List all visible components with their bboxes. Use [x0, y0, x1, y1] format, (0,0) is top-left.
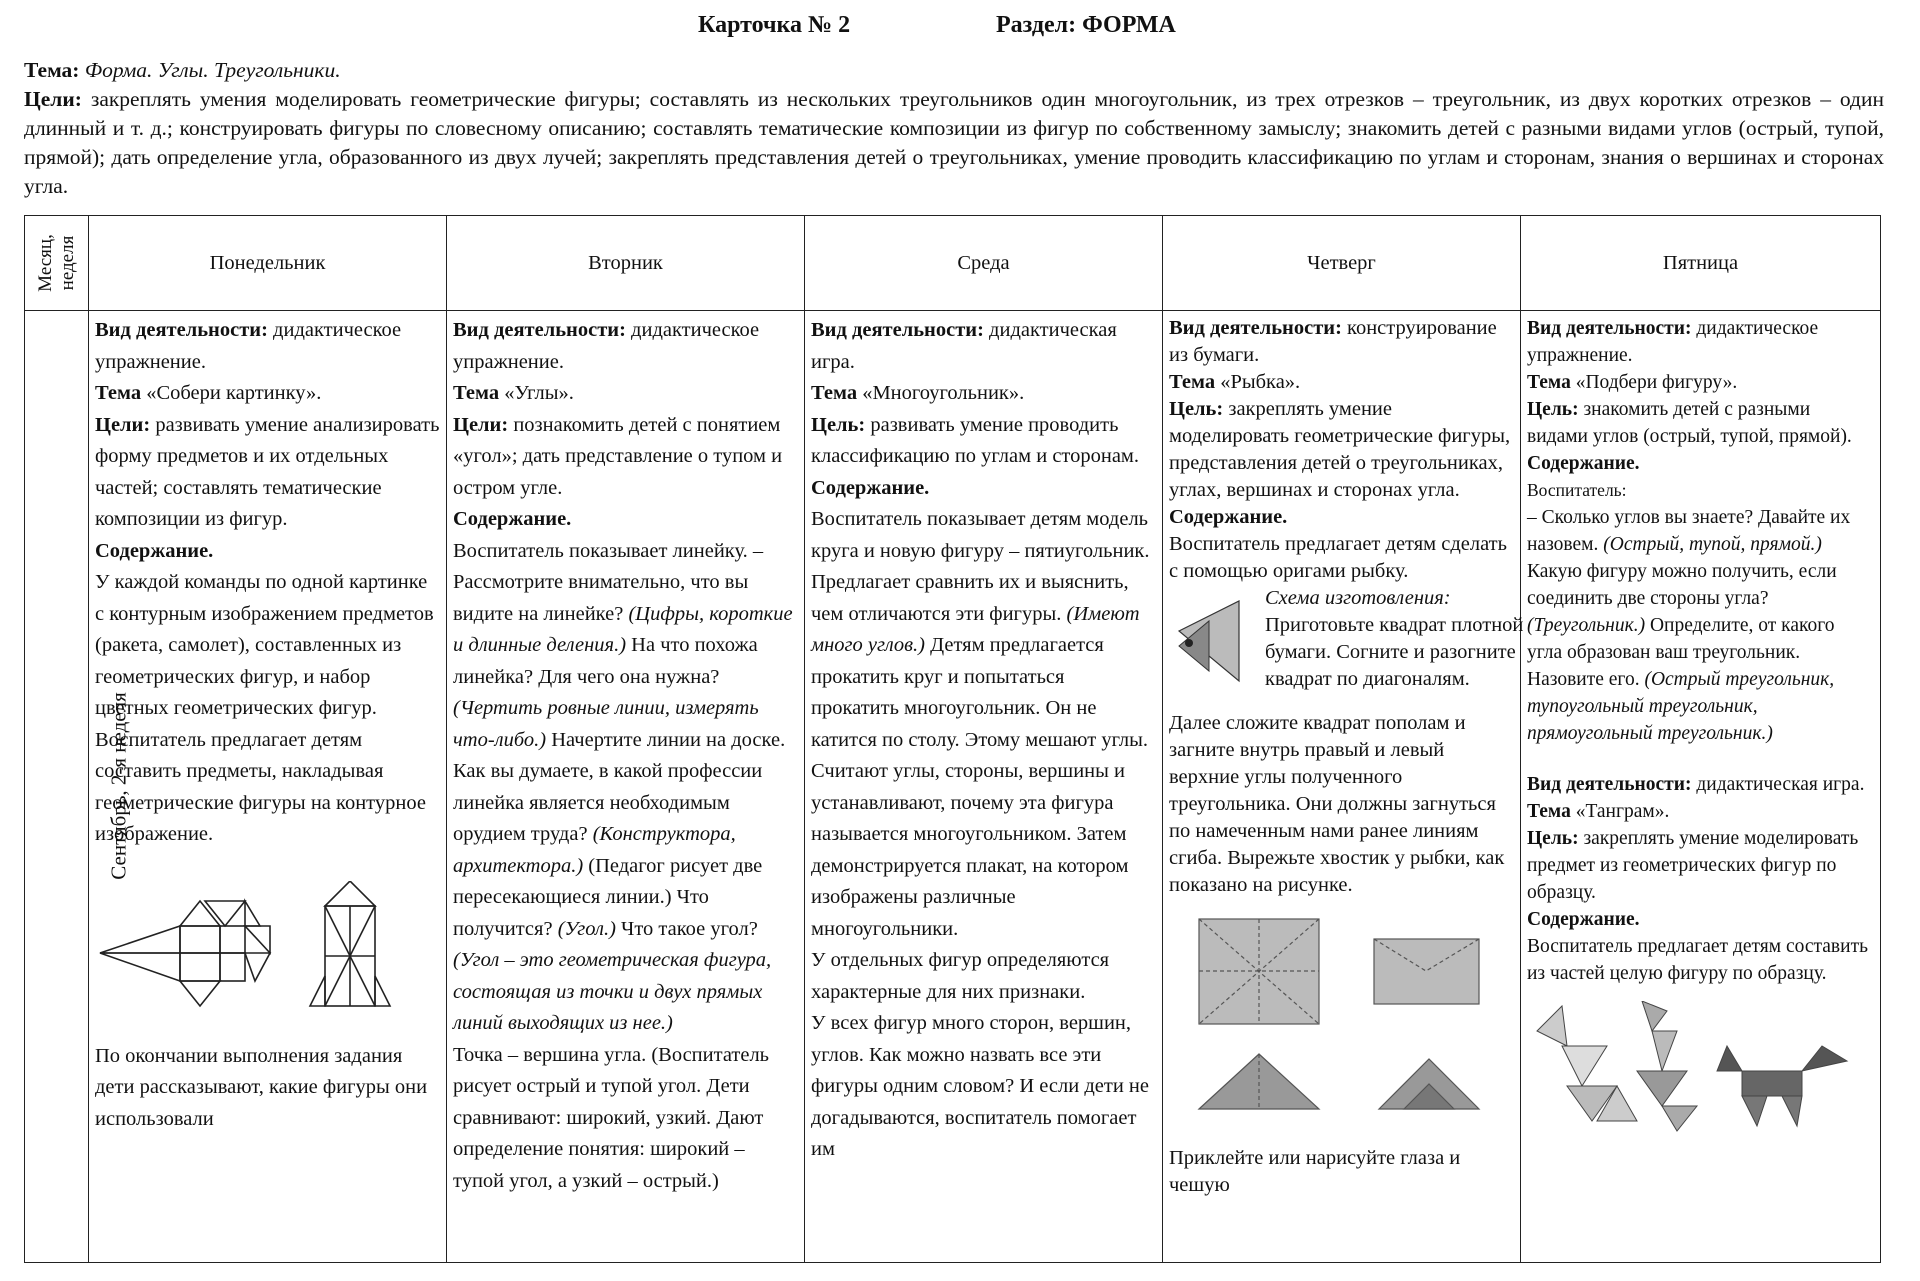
wednesday-cell: Вид деятельности: дидактическая игра. Тема «Многоугольник». Цель: развивать умение проводить классификацию по углам и сторонам. Содержание. Воспитатель показывает детям модель круга и новую фигуру – пятиугольник. Предлагает сравнить их и выяснить, чем отличаются эти фигуры. (Имеют много углов.) Детям предлагается прокатить круг и попытаться прокатить многоугольник. Он не катится по столу. Этому мешают углы. Считают углы, стороны, вершины и устанавливают, почему эта фигура называется многоугольником. Затем демонстрируется плакат, на котором изображены различные многоугольники. У отдельных фигур определяются характерные для них признаки. У всех фигур много сторон, вершин, углов. Как можно назвать все эти фигуры одним словом? И если дети не догадываются, воспитатель помогает им — [805, 311, 1163, 1263]
day-header-tuesday: Вторник — [447, 216, 805, 311]
table-row — [25, 311, 1881, 1263]
card-number: Карточка № 2 — [698, 12, 851, 38]
rocket-plane-figure — [95, 881, 435, 1031]
tuesday-cell: Вид деятельности: дидактическое упражнение. Тема «Углы». Цели: познакомить детей с понятием «угол»; дать представление о тупом и остром угле. Содержание. Воспитатель показывает линейку. – Рассмотрите внимательно, что вы видите на линейке? (Цифры, короткие и длинные деления.) На что похожа линейка? Для чего она нужна? (Чертить ровные линии, измерять что-либо.) Начертите линии на доске. Как вы думаете, в какой профессии линейка является необходимым орудием труда? (Конструктора, архитектора.) (Педагог рисует две пересекающиеся линии.) Что получится? (Угол.) Что такое угол? (Угол – это геометрическая фигура, состоящая из точки и двух прямых линий выходящих из нее.) Точка – вершина угла. (Воспитатель рисует острый и тупой угол. Дети сравнивают: широкий, узкий. Дают определение понятия: широкий – тупой угол, а узкий – острый.) — [447, 311, 805, 1263]
origami-scheme — [1169, 585, 1524, 710]
thursday-cell: Вид деятельности: конструирование из бумаги. Тема «Рыбка». Цель: закреплять умение моделировать геометрические фигуры, представления детей о треугольниках, углах, вершинах и сторонах угла. Содержание. Воспитатель предлагает детям сделать с помощью оригами рыбку. Схема изготовления: Приготовьте квадрат плотной бумаги. Согните и разогните квадрат по диагоналям. Далее сложите квадрат пополам и загните внутрь правый и левый верхние углы полученного треугольника. Они должны загнуться по намеченным нами ранее линиям сгиба. Вырежьте хвостик у рыбки, как показано на рисунке. Приклейте или нарисуйте глаза и чешую — [1163, 311, 1521, 1263]
intro-block — [24, 56, 1884, 201]
week-label: Сентябрь, 2-я неделя — [106, 692, 131, 880]
goals-text: закреплять умения моделировать геометрические фигуры; составлять из нескольких треугольников один многоугольник, из трех отрезков – треугольник, из двух коротких отрезков – один длинный и т. д.; конструировать фигуры по словесному описанию; составлять тематические композиции из фигур по собственному замыслу; знакомить детей с разными видами углов (острый, тупой, прямой); дать определение угла, образованного из двух лучей; закреплять представления детей о треугольниках, умение проводить классификацию по углам и сторонам, знания о вершинах и сторонах угла. — [24, 87, 1885, 198]
day-header-monday: Понедельник — [89, 216, 447, 311]
origami-fish-icon — [1169, 591, 1259, 701]
week-cell — [25, 311, 131, 1263]
plan-table — [24, 215, 1881, 1263]
monday-cell: Вид деятельности: дидактическое упражнение. Тема «Собери картинку». Цели: развивать умение анализировать форму предметов и их отдельных частей; составлять тематические композиции из фигур. Содержание. У каждой команды по одной картинке с контурным изображением предметов (ракета, самолет), составленных из геометрических фигур, и набор цветных геометрических фигур. Воспитатель предлагает детям составить предметы, накладывая геометрические фигуры на контурное изображение. По окончании выполнения задания дети рассказывают, какие фигуры они использовали — [89, 311, 447, 1263]
section-title: Раздел: ФОРМА — [996, 12, 1176, 38]
day-header-thursday: Четверг — [1163, 216, 1521, 311]
scheme-text: Приготовьте квадрат плотной бумаги. Согните и разогните квадрат по диагоналям. — [1265, 614, 1524, 690]
day-header-wednesday: Среда — [805, 216, 1163, 311]
goals-label: Цели: — [24, 87, 82, 111]
theme-text: Форма. Углы. Треугольники. — [84, 58, 341, 82]
day-header-friday: Пятница — [1521, 216, 1881, 311]
origami-steps-figure — [1169, 909, 1509, 1139]
friday-cell: Вид деятельности: дидактическое упражнение. Тема «Подбери фигуру». Цель: знакомить детей с разными видами углов (острый, тупой, прямой). Содержание. Воспитатель: – Сколько углов вы знаете? Давайте их назовем. (Острый, тупой, прямой.) Какую фигуру можно получить, если соединить две стороны угла? (Треугольник.) Определите, от какого угла образован ваш треугольник. Назовите его. (Острый треугольник, тупоугольный треугольник, прямоугольный треугольник.) Вид деятельности: дидактическая игра. Тема «Танграм». Цель: закреплять умение моделировать предмет из геометрических фигур по образцу. Содержание. Воспитатель предлагает детям составить из частей целую фигуру по образцу. — [1521, 311, 1881, 1263]
theme-label: Тема: — [24, 58, 80, 82]
table-header-row — [25, 216, 1881, 311]
tangram-figures — [1527, 1001, 1867, 1136]
month-week-header: Месяц, неделя — [25, 216, 89, 311]
scheme-label: Схема изготовления: — [1265, 587, 1451, 609]
